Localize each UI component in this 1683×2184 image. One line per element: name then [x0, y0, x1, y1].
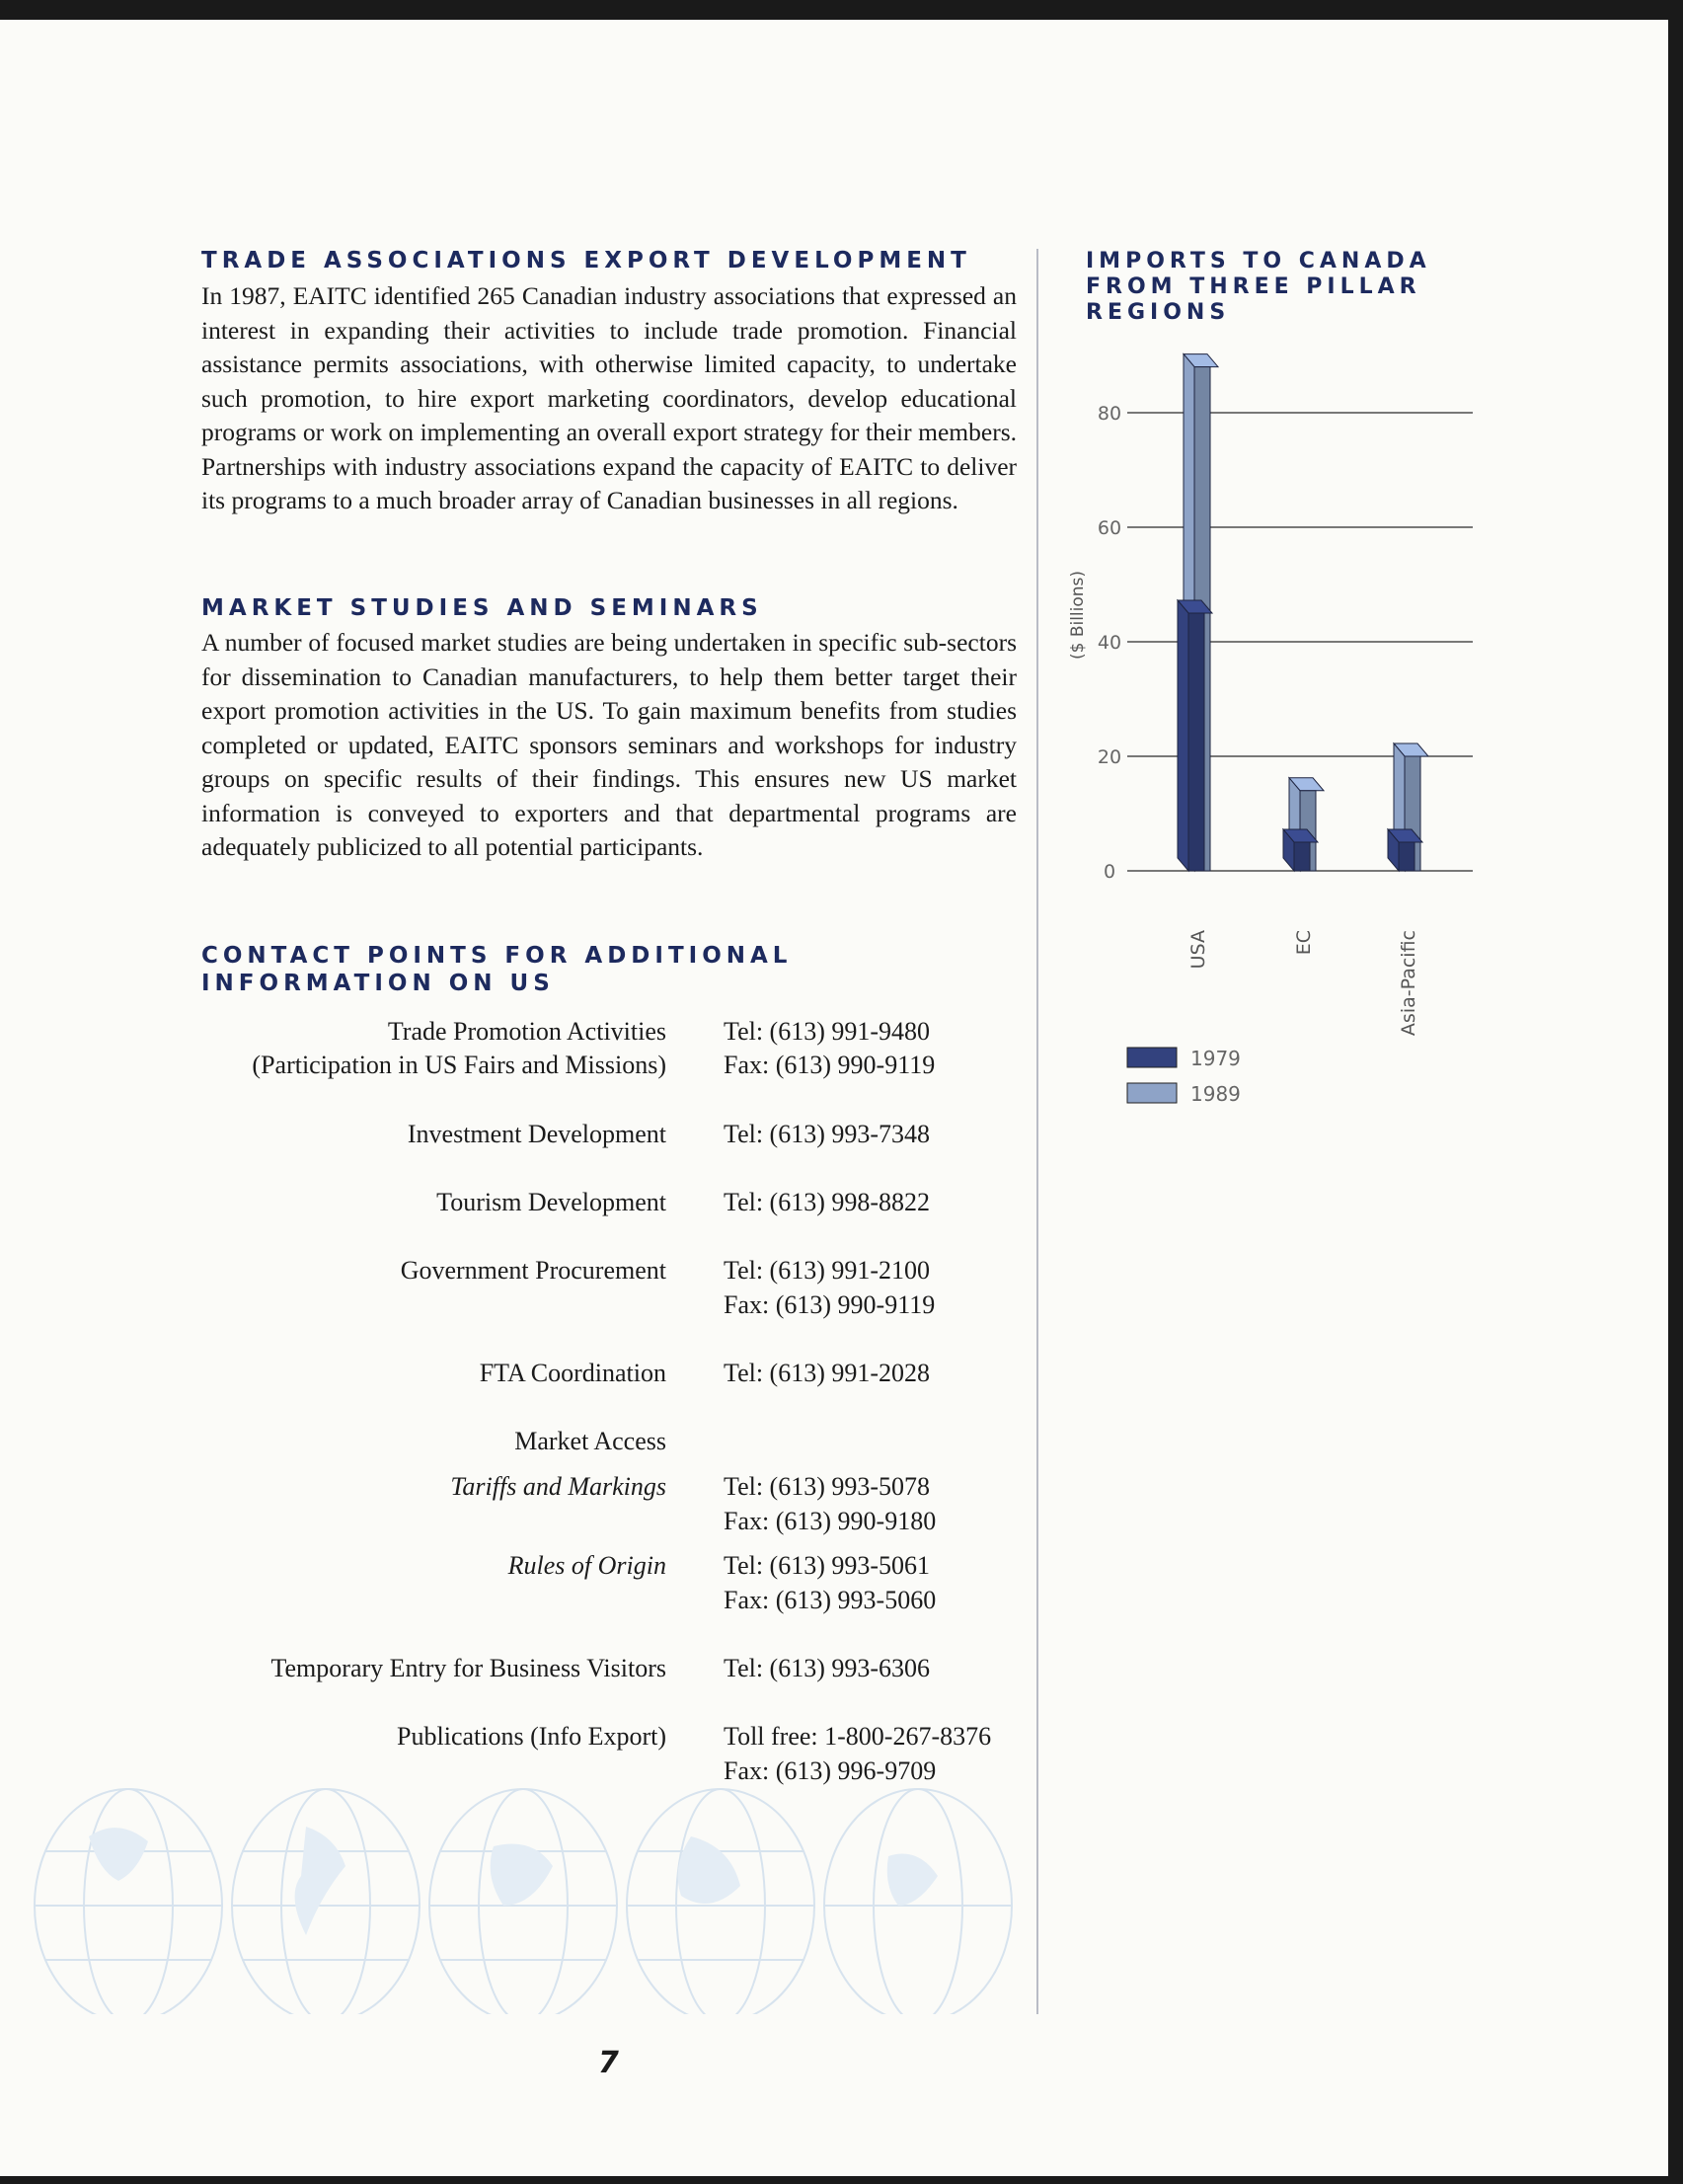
y-axis-label: ($ Billions) — [1068, 570, 1088, 661]
contact-number: Tel: (613) 993-5078 — [724, 1472, 931, 1501]
bar-side-face — [1188, 613, 1204, 871]
contact-label: Market Access — [514, 1427, 666, 1455]
contact-heading-line1: CONTACT POINTS FOR ADDITIONAL — [201, 943, 793, 969]
contact-number: Fax: (613) 990-9119 — [724, 1290, 936, 1319]
x-category-label: Asia-Pacific — [1398, 930, 1419, 1037]
page-number: 7 — [598, 2046, 619, 2080]
market-studies-paragraph: A number of focused market studies are being undertaken in specific sub-sectors for dissemination to Canadian manufacturers, to help them better target their export promotion activities in the US. To gain maximum benefits from studies completed or updated, EAITC sponsors seminars and workshops for industry groups on specific results of their findings. This ensures new US market information is conveyed to exporters and that departmental programs are adequately publicized to all potential participants. — [201, 628, 1017, 861]
bar-front-face — [1178, 600, 1188, 871]
y-tick-label: 80 — [1097, 403, 1122, 425]
contact-number: Tel: (613) 993-5061 — [724, 1551, 931, 1580]
legend-label: 1989 — [1190, 1082, 1241, 1106]
contact-sublabel: Rules of Origin — [507, 1551, 666, 1580]
trade-associations-paragraph: In 1987, EAITC identified 265 Canadian industry associations that expressed an interest in expanding their activities to include trade promotion. Financial assistance permits associations, with otherwise limited capacity, to undertake such promotion, to hire export marketing coordinators, develop educational programs or work on implementing an overall export strategy for their members. Partnerships with industry associations expand the capacity of EAITC to deliver its programs to a much broader array of Canadian businesses in all regions. — [201, 281, 1017, 514]
x-category-label: EC — [1293, 930, 1315, 956]
contact-number: Tel: (613) 993-6306 — [724, 1654, 931, 1682]
chart-title: IMPORTS TO CANADA FROM THREE PILLAR REGIONS — [1086, 249, 1431, 325]
y-tick-label: 40 — [1097, 632, 1122, 654]
contact-label: (Participation in US Fairs and Missions) — [252, 1051, 666, 1079]
bar-side-face — [1294, 842, 1310, 871]
contact-label: Tourism Development — [436, 1188, 666, 1216]
contact-number: Fax: (613) 996-9709 — [724, 1756, 937, 1785]
contact-number: Tel: (613) 991-2028 — [724, 1359, 931, 1387]
y-tick-label: 60 — [1097, 517, 1122, 539]
contact-label: FTA Coordination — [479, 1359, 666, 1387]
contact-number: Tel: (613) 998-8822 — [724, 1188, 931, 1216]
contact-number: Fax: (613) 990-9119 — [724, 1051, 936, 1079]
contact-label: Temporary Entry for Business Visitors — [270, 1654, 666, 1682]
contact-number: Tel: (613) 991-2100 — [724, 1256, 931, 1285]
contact-number: Fax: (613) 990-9180 — [724, 1507, 937, 1535]
y-tick-label: 0 — [1103, 861, 1116, 883]
contact-label: Trade Promotion Activities — [387, 1017, 666, 1046]
contact-label: Publications (Info Export) — [397, 1722, 666, 1751]
bar-side-face — [1399, 842, 1415, 871]
contact-number: Tel: (613) 991-9480 — [724, 1017, 931, 1046]
y-tick-label: 20 — [1097, 746, 1122, 768]
imports-bar-chart — [0, 20, 1668, 2176]
trade-associations-heading: TRADE ASSOCIATIONS EXPORT DEVELOPMENT — [201, 248, 971, 273]
contact-number: Fax: (613) 993-5060 — [724, 1586, 937, 1614]
legend-label: 1979 — [1190, 1047, 1241, 1070]
contact-heading-line2: INFORMATION ON US — [201, 971, 555, 996]
contact-number: Toll free: 1-800-267-8376 — [724, 1722, 992, 1751]
x-category-label: USA — [1187, 930, 1209, 970]
contact-number: Tel: (613) 993-7348 — [724, 1120, 931, 1148]
contact-sublabel: Tariffs and Markings — [450, 1472, 666, 1501]
contact-label: Investment Development — [407, 1120, 666, 1148]
legend-swatch — [1127, 1083, 1177, 1103]
legend-swatch — [1127, 1048, 1177, 1067]
market-studies-heading: MARKET STUDIES AND SEMINARS — [201, 595, 763, 621]
document-page — [0, 20, 1668, 2176]
contact-label: Government Procurement — [400, 1256, 666, 1285]
